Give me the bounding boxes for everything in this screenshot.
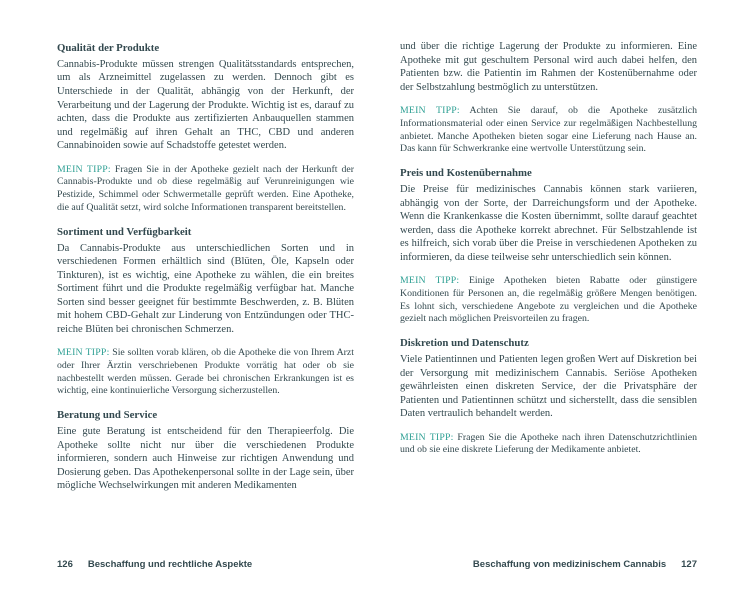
section-heading-preis: Preis und Kostenübernahme [400,167,532,180]
tip-text: Achten Sie darauf, ob die Apotheke zusätzlich Informationsmaterial oder einen Service zur regelmäßigen Nachbestellung anbietet. Manche Apotheken bieten sogar eine Lieferung nach Hause an. Das kann für Schwerkranke eine wertvolle Unterstützung sein. [400,105,697,155]
tip-paragraph [400,432,697,457]
right-page [400,40,697,504]
page-columns [57,40,697,504]
tip-label: MEIN TIPP: [57,163,111,175]
tip-paragraph [57,164,354,215]
right-page-footer [473,559,697,570]
chapter-title: Beschaffung von medizinischem Cannabis [472,559,667,570]
tip-label: MEIN TIPP: [400,275,460,287]
page-number: 126 [57,559,73,570]
body-paragraph: Viele Patientinnen und Patienten legen großen Wert auf Diskretion bei der Versorgung mit medizinischem Cannabis. Seriöse Apotheken gewährleisten einen diskreten Service, der die Privatsphäre der Patienten und Patientinnen schützt und sicherstellt, dass die sensiblen Daten vertraulich behandelt werden. [400,354,697,420]
section-heading-beratung: Beratung und Service [57,409,158,422]
tip-paragraph [57,347,354,398]
tip-text: Einige Apotheken bieten Rabatte oder günstigere Konditionen für Personen an, die regelmäßig größere Mengen benötigen. Es lohnt sich, verschiedene Angebote zu vergleichen und die Apotheke gezielt nach möglichen Preisvorteilen zu fragen. [400,275,698,325]
body-paragraph: Da Cannabis-Produkte aus unterschiedlichen Sorten und in verschiedenen Formen erhältlich sind (Blüten, Öle, Kapseln oder Tinkturen), ist es wichtig, eine Apotheke zu wählen, die ein breites Sortiment führt und die Produkte regelmäßig verfügbar hat. Manche Sorten sind besser geeignet für bestimmte Beschwerden, z. B. Blüten mit hohem CBD-Gehalt zur Linderung von Entzündungen oder THC-reiche Blüten bei chronischen Schmerzen. [57,242,354,335]
tip-text: Fragen Sie die Apotheke nach ihren Datenschutzrichtlinien und ob sie eine diskrete Lieferung der Medikamente anbietet. [400,431,697,456]
body-paragraph: Eine gute Beratung ist entscheidend für den Therapieerfolg. Die Apotheke sollte nicht nur über die verschiedenen Produkte informieren, sondern auch Hinweise zur richtigen Anwendung und Dosierung geben. Das Apothekenpersonal sollte in der Lage sein, über mögliche Wechselwirkungen mit anderen Medikamenten [57,426,354,492]
section-heading-diskretion: Diskretion und Datenschutz [400,337,529,350]
tip-text: Sie sollten vorab klären, ob die Apotheke die von Ihrem Arzt oder Ihrer Ärztin verschriebenen Produkte vorrätig hat oder ob sie nachbestellt werden müssen. Gerade bei chronischen Erkrankungen ist es wichtig, eine kontinuierliche Versorgung sicherzustellen. [57,347,355,397]
tip-label: MEIN TIPP: [57,347,110,359]
chapter-title: Beschaffung und rechtliche Aspekte [87,559,253,570]
tip-text: Fragen Sie in der Apotheke gezielt nach der Herkunft der Cannabis-Produkte und ob diese regelmäßig auf Verunreinigungen wie Pestizide, Schimmel oder Schwermetalle geprüft werden. Eine Apotheke, die auf Qualität setzt, wird solche Informationen transparent bereitstellen. [57,163,355,213]
tip-label: MEIN TIPP: [400,105,460,117]
tip-paragraph [400,275,697,326]
page-number: 127 [681,559,697,570]
body-paragraph: und über die richtige Lagerung der Produkte zu informieren. Eine Apotheke mit gut geschultem Personal wird auch dabei helfen, den Patienten bzw. die Patientin im Rahmen der Kostenübernahme oder der Selbstzahlung bestmöglich zu unterstützen. [400,41,697,93]
body-paragraph: Cannabis-Produkte müssen strengen Qualitätsstandards entsprechen, um als Arzneimittel zugelassen zu werden. Dennoch gibt es Unterschiede in der Qualität, abhängig von der Herkunft, der Verarbeitung und der Lagerung der Produkte. Wichtig ist es, darauf zu achten, dass die Produkte aus zertifizierten Anbauquellen stammen und regelmäßig auf ihren Gehalt an THC, CBD und anderen Cannabinoiden sowie auf Schadstoffe getestet werden. [57,58,354,152]
tip-paragraph [400,105,697,156]
body-paragraph: Die Preise für medizinisches Cannabis können stark variieren, abhängig von der Sorte, der Darreichungsform und der Apotheke. Wenn die Krankenkasse die Kosten übernimmt, sollte darauf geachtet werden, dass die Apotheke korrekt abrechnet. Für Selbstzahlende ist es hilfreich, sich vorab über die Preise in verschiedenen Apotheken zu informieren, da diese teilweise sehr unterschiedlich sein können. [400,183,697,263]
left-page [57,40,354,504]
section-heading-sortiment: Sortiment und Verfügbarkeit [57,225,192,238]
tip-label: MEIN TIPP: [400,431,454,443]
section-heading-qualitaet: Qualität der Produkte [57,42,160,54]
left-page-footer [57,559,252,570]
